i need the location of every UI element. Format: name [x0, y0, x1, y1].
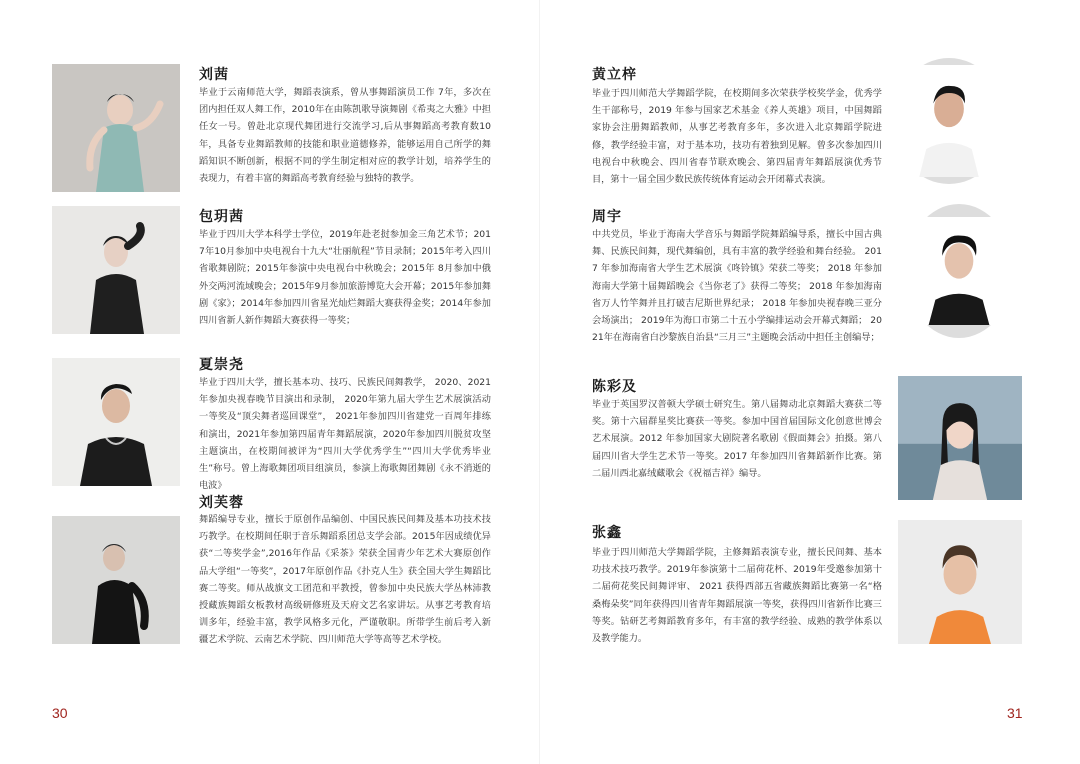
avatar-zhang-xin [898, 520, 1022, 644]
person-name: 夏崇尧 [199, 357, 244, 373]
avatar-bao-yuexi [52, 206, 180, 334]
person-bio: 中共党员，毕业于海南大学音乐与舞蹈学院舞蹈编导系，擅长中国古典舞、民族民间舞，现代舞编创，具有丰富的教学经验和舞台经验。 2017 年参加海南省大学生艺术展演《咚铃镇》荣获二等奖； 2018 年参加海南大学第十届舞蹈晚会《当你老了》获得二等奖； 2018 年参加海南省万人竹竿舞并且打破吉尼斯世界纪录； 2018 年参加央视春晚三亚分会场演出； 2019年为海口市第二十五小学编排运动会开幕式舞蹈； 2021年在海南省白沙黎族自治县“三月三”主题晚会活动中担任主创编导； [592, 229, 882, 344]
person-name: 周宇 [592, 209, 622, 225]
person-bio: 毕业于四川大学本科学士学位，2019年赴老挝参加金三角艺术节；2017年10月参加中央电视台十九大“壮丽航程”节目录制；2015年考入四川省歌舞剧院；2015年参演中央电视台中秋晚会；2015年 8月参加中俄外交两河流域晚会；2015年9月参加旅游博览大会开幕；2015年参加舞剧《家》；2014年参加四川省星光灿烂舞蹈大赛获得金奖；2014年参加四川省新人新作舞蹈大赛获得一等奖； [199, 229, 491, 327]
person-name: 黄立梓 [592, 67, 637, 83]
person-name: 张鑫 [592, 525, 622, 541]
person-bio: 毕业于云南师范大学，舞蹈表演系，曾从事舞蹈演员工作 7年，多次在团内担任双人舞工作，2010年在由陈凯歌导演舞剧《希夷之大雅》中担任女一号。曾赴北京现代舞团进行交流学习,后从事舞蹈高考教育数10年，具备专业舞蹈教师的技能和职业道德修养，能够运用自己所学的舞蹈知识不断创新，根据不同的学生制定相对应的教学计划，培养学生的表现力，有着丰富的舞蹈高考教育经验与独特的教学。 [199, 87, 491, 185]
person-bio: 毕业于四川师范大学舞蹈学院，主修舞蹈表演专业，擅长民间舞、基本功技术技巧教学。2019年参演第十二届荷花杯、2019年受邀参加第十二届荷花奖民间舞评审、 2021 获得西部五省藏族舞蹈比赛第一名“格桑梅朵奖”同年获得四川省青年舞蹈展演一等奖，获得四川省新作比赛三等奖。钻研艺考舞蹈教育多年，有丰富的教学经验、成熟的教学体系以及教学能力。 [592, 547, 882, 645]
avatar-zhou-yu [905, 204, 1013, 338]
avatar-liu-qian [52, 64, 180, 192]
person-bio: 毕业于四川师范大学舞蹈学院，在校期间多次荣获学校奖学金，优秀学生干部称号，2019 年参与国家艺术基金《养人英雄》项目，中国舞蹈家协会注册舞蹈教师，从事艺考教育多年，多次进入北京舞蹈学院进修，教学经验丰富，对于基本功，技功有着独到见解。曾多次参加四川电视台中秋晚会、四川省春节联欢晚会、第四届青年舞蹈展演优秀节目，第十一届全国少数民族传统体育运动会开闭幕式表演。 [592, 88, 882, 186]
page-number-right: 31 [1007, 705, 1023, 721]
person-bio: 舞蹈编导专业，擅长于原创作品编创、中国民族民间舞及基本功技术技巧教学。在校期间任职于音乐舞蹈系团总支学会部。2015年因成绩优异获“二等奖学金”,2016年作品《采茶》荣获全国青少年艺术大赛原创作品大学组“一等奖”，2017年原创作品《扑克人生》获全国大学生舞蹈比赛二等奖。师从战旗文工团范和平教授，曾参加中央民族大学丛林沛教授藏族舞蹈女板教材高级研修班及天府文艺名家讲坛。从事艺考教育培训多年，经验丰富，教学风格多元化，严谨敬职。所带学生前后考入新疆艺术学院、云南艺术学院、四川师范大学等高等艺术学校。 [199, 514, 491, 646]
person-name: 陈彩及 [592, 379, 637, 395]
page-number-left: 30 [52, 705, 68, 721]
person-name: 刘茜 [199, 67, 229, 83]
avatar-liu-furong [52, 516, 180, 644]
avatar-chen-caiji [898, 376, 1022, 500]
person-bio: 毕业于四川大学，擅长基本功、技巧、民族民间舞教学， 2020、2021年参加央视春晚节目演出和录制， 2020年第九届大学生艺术展演活动一等奖及“顶尖舞者巡回课堂”， 2021年参加四川省建党一百周年排练和演出，2021年参加第四届青年舞蹈展演，2020年参加四川脱贫攻坚主题演出，在校期间被评为“四川大学优秀学生”“四川大学优秀毕业生”称号。曾上海歌舞团项目组演员，参演上海歌舞团舞剧《永不消逝的电波》 [199, 377, 491, 492]
person-bio: 毕业于英国罗汉普顿大学硕士研究生。第八届舞动北京舞蹈大赛获二等奖。第十六届群星奖比赛获一等奖。参加中国首届国际文化创意世博会艺术展演。2012 年参加国家大剧院著名歌剧《假面舞会》拍摄。第八届四川省大学生艺术节一等奖。2017 年参加四川省舞蹈新作比赛。第二届川西北嘉绒藏歌会《祝福吉祥》编导。 [592, 399, 882, 479]
person-name: 刘芙蓉 [199, 495, 244, 511]
person-name: 包玥茜 [199, 209, 244, 225]
avatar-huang-lizi [893, 58, 1005, 184]
avatar-xia-chongyao [52, 358, 180, 486]
right-page [540, 0, 1080, 764]
